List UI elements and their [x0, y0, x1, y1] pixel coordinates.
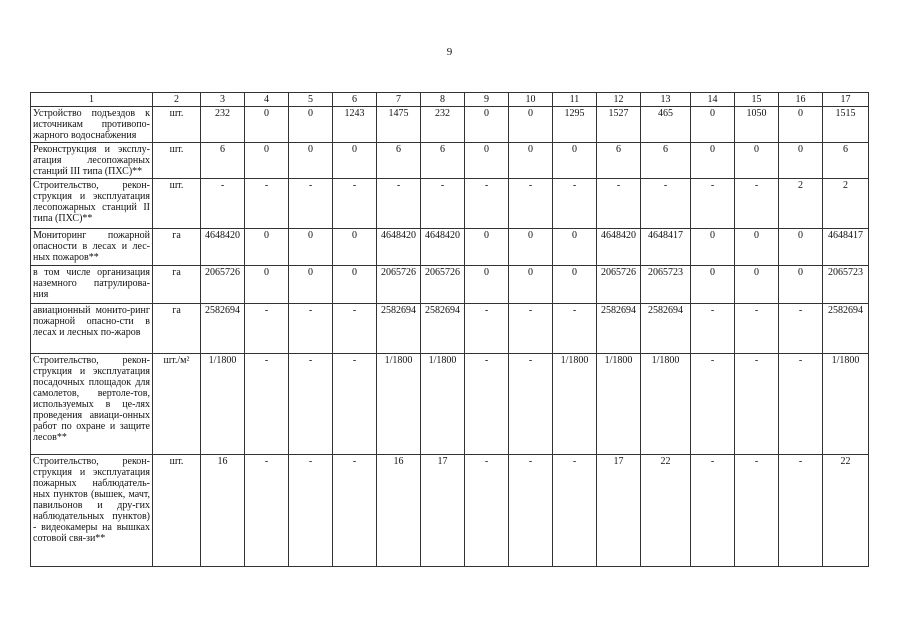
- table-cell: -: [465, 179, 509, 229]
- table-row: [31, 304, 869, 354]
- table-cell: 465: [641, 107, 691, 143]
- table-cell: -: [779, 304, 823, 354]
- table-cell: 16: [201, 455, 245, 567]
- column-header: 6: [333, 93, 377, 107]
- table-cell: 1050: [735, 107, 779, 143]
- table-cell: -: [289, 354, 333, 455]
- table-cell: 0: [509, 107, 553, 143]
- table-cell: 17: [421, 455, 465, 567]
- table-cell: -: [333, 354, 377, 455]
- table-cell: 0: [553, 143, 597, 179]
- table-cell: 2582694: [377, 304, 421, 354]
- table-cell: 0: [465, 107, 509, 143]
- table-cell: -: [735, 304, 779, 354]
- table-cell: 4648417: [641, 229, 691, 266]
- table-cell: -: [553, 455, 597, 567]
- table-cell: 0: [779, 107, 823, 143]
- column-header: 15: [735, 93, 779, 107]
- table-cell: 6: [597, 143, 641, 179]
- column-header: 12: [597, 93, 641, 107]
- row-unit: шт.: [153, 107, 201, 143]
- row-unit: шт.: [153, 455, 201, 567]
- table-cell: 22: [641, 455, 691, 567]
- row-description: авиационный монито-ринг пожарной опасно-сти в лесах и лесных по-жаров: [31, 304, 153, 354]
- table-cell: 4648420: [201, 229, 245, 266]
- column-header: 5: [289, 93, 333, 107]
- table-row: [31, 143, 869, 179]
- table-cell: 1243: [333, 107, 377, 143]
- table-cell: 1/1800: [201, 354, 245, 455]
- row-unit: шт.: [153, 143, 201, 179]
- table-cell: -: [245, 179, 289, 229]
- table-cell: -: [289, 455, 333, 567]
- column-header: 8: [421, 93, 465, 107]
- table-cell: 2065726: [421, 266, 465, 304]
- table-cell: -: [509, 179, 553, 229]
- row-unit: шт.: [153, 179, 201, 229]
- table-cell: 0: [289, 143, 333, 179]
- table-cell: 0: [245, 229, 289, 266]
- table-cell: -: [735, 179, 779, 229]
- table-cell: 1/1800: [553, 354, 597, 455]
- table-cell: 0: [465, 143, 509, 179]
- table-cell: 0: [289, 266, 333, 304]
- table-row: [31, 179, 869, 229]
- table-cell: 0: [735, 266, 779, 304]
- table-cell: -: [377, 179, 421, 229]
- table-cell: -: [597, 179, 641, 229]
- table-cell: 1295: [553, 107, 597, 143]
- table-cell: 232: [421, 107, 465, 143]
- table-cell: -: [245, 354, 289, 455]
- table-cell: 1515: [823, 107, 869, 143]
- table-cell: 1527: [597, 107, 641, 143]
- table-cell: -: [509, 455, 553, 567]
- table-row: [31, 107, 869, 143]
- table-cell: 0: [509, 229, 553, 266]
- table-cell: 2: [823, 179, 869, 229]
- table-cell: 2582694: [641, 304, 691, 354]
- table-cell: 0: [779, 143, 823, 179]
- table-cell: 0: [333, 143, 377, 179]
- row-unit: шт./м²: [153, 354, 201, 455]
- table-cell: 0: [245, 107, 289, 143]
- table-cell: 1/1800: [641, 354, 691, 455]
- table-cell: -: [509, 354, 553, 455]
- table-cell: 6: [823, 143, 869, 179]
- row-description: в том числе организация наземного патрулирова-ния: [31, 266, 153, 304]
- table-cell: 0: [553, 266, 597, 304]
- table-row: [31, 229, 869, 266]
- table-cell: 0: [553, 229, 597, 266]
- table-cell: 0: [779, 266, 823, 304]
- table-cell: -: [201, 179, 245, 229]
- table-cell: 0: [691, 143, 735, 179]
- column-header: 16: [779, 93, 823, 107]
- column-header: 2: [153, 93, 201, 107]
- row-unit: га: [153, 266, 201, 304]
- column-header: 17: [823, 93, 869, 107]
- table-cell: -: [333, 455, 377, 567]
- table-cell: -: [465, 354, 509, 455]
- table-cell: 0: [289, 107, 333, 143]
- row-unit: га: [153, 304, 201, 354]
- column-header: 3: [201, 93, 245, 107]
- table-cell: -: [245, 455, 289, 567]
- table-cell: 0: [289, 229, 333, 266]
- table-cell: -: [779, 354, 823, 455]
- table-cell: 2065726: [377, 266, 421, 304]
- table-cell: -: [779, 455, 823, 567]
- table-cell: 2582694: [421, 304, 465, 354]
- column-header: 13: [641, 93, 691, 107]
- table-cell: -: [735, 455, 779, 567]
- row-description: Мониторинг пожарной опасности в лесах и лес-ных пожаров**: [31, 229, 153, 266]
- table-cell: -: [465, 455, 509, 567]
- table-cell: 0: [691, 229, 735, 266]
- table-cell: 0: [509, 266, 553, 304]
- table-cell: 16: [377, 455, 421, 567]
- table-cell: 4648417: [823, 229, 869, 266]
- table-cell: 232: [201, 107, 245, 143]
- table-cell: -: [333, 179, 377, 229]
- table-cell: -: [691, 354, 735, 455]
- table-cell: 0: [779, 229, 823, 266]
- row-unit: га: [153, 229, 201, 266]
- table-cell: 1475: [377, 107, 421, 143]
- table-row: [31, 455, 869, 567]
- table-cell: 2065726: [597, 266, 641, 304]
- table-cell: -: [553, 179, 597, 229]
- row-description: Строительство, рекон-струкция и эксплуатация лесопожарных станций II типа (ПХС)**: [31, 179, 153, 229]
- table-cell: 2582694: [823, 304, 869, 354]
- table-cell: -: [641, 179, 691, 229]
- column-header: 9: [465, 93, 509, 107]
- table-cell: 1/1800: [597, 354, 641, 455]
- table-cell: -: [465, 304, 509, 354]
- table-cell: -: [509, 304, 553, 354]
- column-header: 4: [245, 93, 289, 107]
- table-cell: 4648420: [597, 229, 641, 266]
- table-cell: -: [691, 304, 735, 354]
- table-cell: 0: [691, 107, 735, 143]
- table-cell: 0: [245, 143, 289, 179]
- table-cell: 6: [421, 143, 465, 179]
- table-cell: -: [691, 179, 735, 229]
- table-cell: 6: [201, 143, 245, 179]
- column-header: 10: [509, 93, 553, 107]
- table-cell: -: [553, 304, 597, 354]
- page-number: 9: [446, 46, 453, 58]
- table-cell: 4648420: [377, 229, 421, 266]
- table-cell: 0: [333, 229, 377, 266]
- table-cell: 0: [465, 266, 509, 304]
- table-cell: 2065726: [201, 266, 245, 304]
- table-cell: 0: [465, 229, 509, 266]
- row-description: Строительство, рекон-струкция и эксплуатация посадочных площадок для самолетов, вертоле-тов, используемых в це-лях проведения авиаци-онных работ по охране и защите лесов**: [31, 354, 153, 455]
- table-cell: 1/1800: [823, 354, 869, 455]
- table-cell: 4648420: [421, 229, 465, 266]
- table-cell: 2582694: [597, 304, 641, 354]
- table-cell: -: [289, 304, 333, 354]
- table-cell: -: [289, 179, 333, 229]
- table-cell: 2065723: [823, 266, 869, 304]
- table-cell: 6: [641, 143, 691, 179]
- table-cell: 1/1800: [421, 354, 465, 455]
- column-header: 14: [691, 93, 735, 107]
- header-row: [31, 93, 869, 107]
- table-cell: 0: [245, 266, 289, 304]
- table-cell: -: [421, 179, 465, 229]
- table-cell: -: [245, 304, 289, 354]
- table-cell: 0: [333, 266, 377, 304]
- table-cell: 6: [377, 143, 421, 179]
- table-cell: 0: [735, 143, 779, 179]
- table-cell: -: [691, 455, 735, 567]
- table-cell: -: [333, 304, 377, 354]
- table-cell: 0: [691, 266, 735, 304]
- row-description: Реконструкция и эксплу-атация лесопожарных станций III типа (ПХС)**: [31, 143, 153, 179]
- table-cell: 2065723: [641, 266, 691, 304]
- table-cell: 2582694: [201, 304, 245, 354]
- row-description: Устройство подъездов к источникам противопо-жарного водоснабжения: [31, 107, 153, 143]
- table-cell: 0: [735, 229, 779, 266]
- column-header: 11: [553, 93, 597, 107]
- column-header: 7: [377, 93, 421, 107]
- table-row: [31, 266, 869, 304]
- table-cell: 1/1800: [377, 354, 421, 455]
- table-cell: 17: [597, 455, 641, 567]
- table-cell: 0: [509, 143, 553, 179]
- column-header: 1: [31, 93, 153, 107]
- row-description: Строительство, рекон-струкция и эксплуатация пожарных наблюдатель-ных пунктов (вышек, мачт, павильонов и дру-гих наблюдательных пунктов) - видеокамеры на вышках сотовой свя-зи**: [31, 455, 153, 567]
- table-cell: 22: [823, 455, 869, 567]
- table-row: [31, 354, 869, 455]
- table-cell: -: [735, 354, 779, 455]
- data-table: [30, 92, 869, 567]
- table-cell: 2: [779, 179, 823, 229]
